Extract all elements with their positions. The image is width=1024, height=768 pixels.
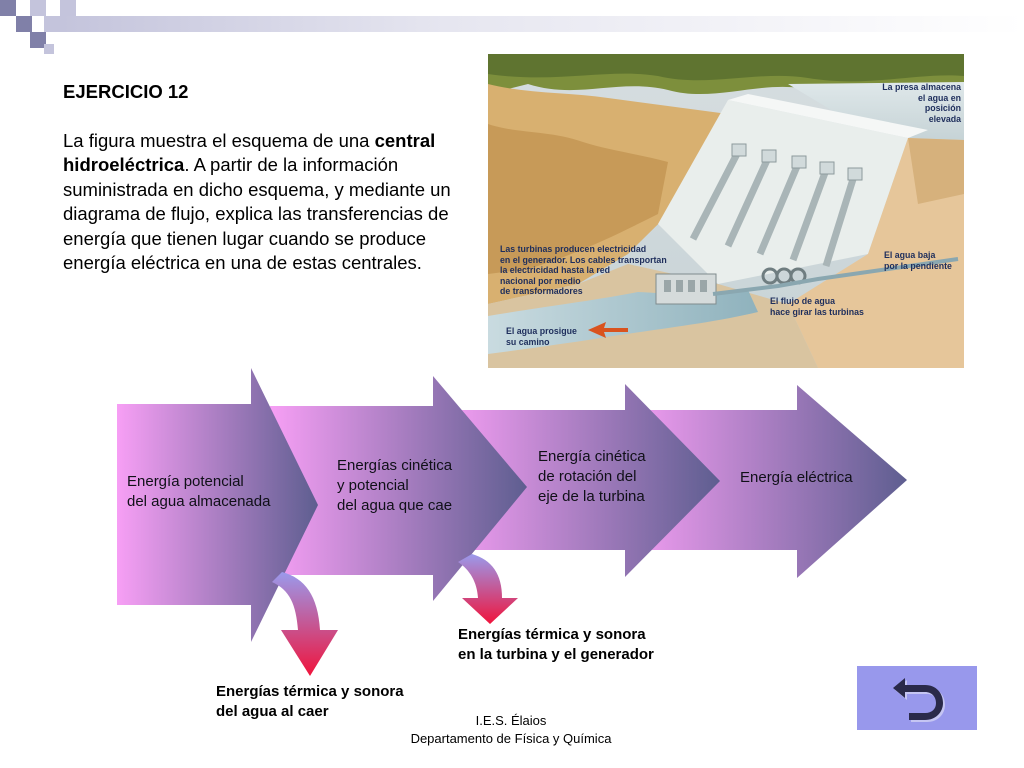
step-text: Energías cinética xyxy=(337,457,453,474)
label-line: hace girar las turbinas xyxy=(770,306,864,317)
step-text: Energía eléctrica xyxy=(740,469,853,486)
step-1-label xyxy=(127,472,297,512)
label-line: la electricidad hasta la red xyxy=(500,265,611,275)
step-text: eje de la turbina xyxy=(538,488,645,505)
label-line: en el generador. Los cables transportan xyxy=(500,254,667,265)
step-text: Energía cinética xyxy=(538,448,646,465)
loss-text: Energías térmica y sonora xyxy=(458,626,646,643)
footer xyxy=(360,712,662,748)
step-4-label xyxy=(740,468,890,488)
back-button[interactable] xyxy=(857,666,977,730)
label-line: El flujo de agua xyxy=(770,296,836,306)
return-arrow-icon xyxy=(857,666,977,730)
loss-arrow-2 xyxy=(458,554,518,624)
loss-arrow-1 xyxy=(272,572,338,676)
step-2-label xyxy=(337,456,487,516)
label-line: El agua prosigue xyxy=(506,326,577,336)
label-line: su camino xyxy=(506,336,550,347)
exercise-title: EJERCICIO 12 xyxy=(63,81,189,102)
step-text: del agua que cae xyxy=(337,497,453,514)
step-text: Energía potencial xyxy=(127,473,244,490)
label-line: el agua en xyxy=(917,92,961,103)
loss-text: Energías térmica y sonora xyxy=(216,683,404,700)
label-line: de transformadores xyxy=(500,286,583,296)
step-text: de rotación del xyxy=(538,468,637,485)
footer-department: Departamento de Física y Química xyxy=(410,731,612,746)
statement-text: . A partir de la información suministrada en dicho esquema, y mediante un diagrama de flujo, explica las transferencias de energía que tienen lugar cuando se produce energía eléctrica en una de estas centrales. xyxy=(63,154,451,273)
label-line: posición xyxy=(924,103,961,113)
footer-school: I.E.S. Élaios xyxy=(475,713,547,728)
step-3-label xyxy=(538,447,688,507)
step-text: del agua almacenada xyxy=(127,493,271,510)
loss-2-label xyxy=(458,625,718,665)
label-line: por la pendiente xyxy=(884,260,952,271)
loss-text: del agua al caer xyxy=(216,703,329,720)
loss-text: en la turbina y el generador xyxy=(458,646,654,663)
statement-bold-text: central hidroeléctrica xyxy=(63,129,436,175)
label-line: El agua baja xyxy=(884,250,936,260)
label-line: La presa almacena xyxy=(882,82,961,92)
label-line: Las turbinas producen electricidad xyxy=(500,244,647,254)
label-line: nacional por medio xyxy=(500,275,581,286)
step-text: y potencial xyxy=(337,477,409,494)
statement-text: La figura muestra el esquema de una xyxy=(63,129,375,151)
label-line: elevada xyxy=(928,113,961,124)
